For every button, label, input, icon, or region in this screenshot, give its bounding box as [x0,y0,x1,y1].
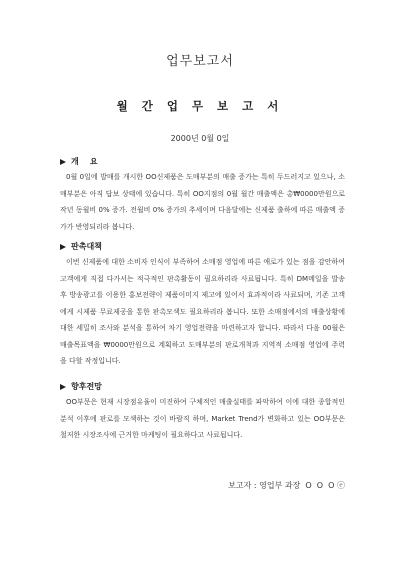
section-outlook-title: 향후전망 [71,382,102,391]
section-outlook-body: OO부문은 현재 시장점유율이 미진하여 구체적인 매출실태를 파악하여 이에 대한 종합적인 분석 이후에 판로를 모색하는 것이 바람직 하며, Market Trend가 변화하고 있는 OO부문은 철저한 시장조사에 근거한 마케팅이 필요하다고 사료됩니다. [60,398,345,439]
section-promotion [60,241,345,370]
report-date: 2000년 0월 0일 [170,134,230,143]
section-overview-heading [60,156,345,167]
document-title: 업무보고서 [166,54,234,69]
section-overview-title: 개 요 [71,157,98,166]
section-outlook [60,381,345,444]
report-main-title: 월 간 업 무 보 고 서 [116,99,284,113]
section-overview [60,156,345,235]
section-promotion-title: 판촉대책 [71,242,102,251]
triangle-bullet-icon [60,244,66,250]
triangle-bullet-icon [60,384,66,390]
section-promotion-body: 이번 신제품에 대한 소비자 인식이 부족하여 소매점 영업에 따른 애로가 있는 점을 감안하여 고객에게 직접 다가서는 적극적인 판촉활동이 필요하리라 사료됩니다. 특히 DM메일을 발송 후 방송광고를 이용한 홍보전략이 제품이미지 제고에 있어서 효과적이라 사료되며, 기존 고객에게 시제품 무료제공을 통한 판촉모색도 필요하리라 봅니다. 또한 소매점에서의 매출상황에 대한 세밀히 조사와 분석을 통하여 차기 영업전략을 마련하고자 합니다. 따라서 다음 00월은 매출목표액을 ₩0000만원으로 계획하고 도매부분의 판로개척과 지역적 소매점 영업에 주력을 다할 작정입니다. [60,258,345,365]
section-overview-body: 0월 0일에 발매를 개시한 OO신제품은 도매부분의 매출 증가는 특히 두드러지고 있으나, 소매부분은 아직 답보 상태에 있습니다. 특히 OO지점의 0월 월간 매출액은 총₩0000만원으로 작년 동월비 0% 증가. 전월비 0% 증가의 추세이며 다음달에는 신제품 출하에 따른 매출액 증가가 반영되리라 봅니다. [60,173,345,231]
section-outlook-heading [60,381,345,392]
reporter-signature: 보고자 : 영업부 과장 O O O ⓔ [228,481,345,490]
section-promotion-heading [60,241,345,252]
triangle-bullet-icon [60,159,66,165]
